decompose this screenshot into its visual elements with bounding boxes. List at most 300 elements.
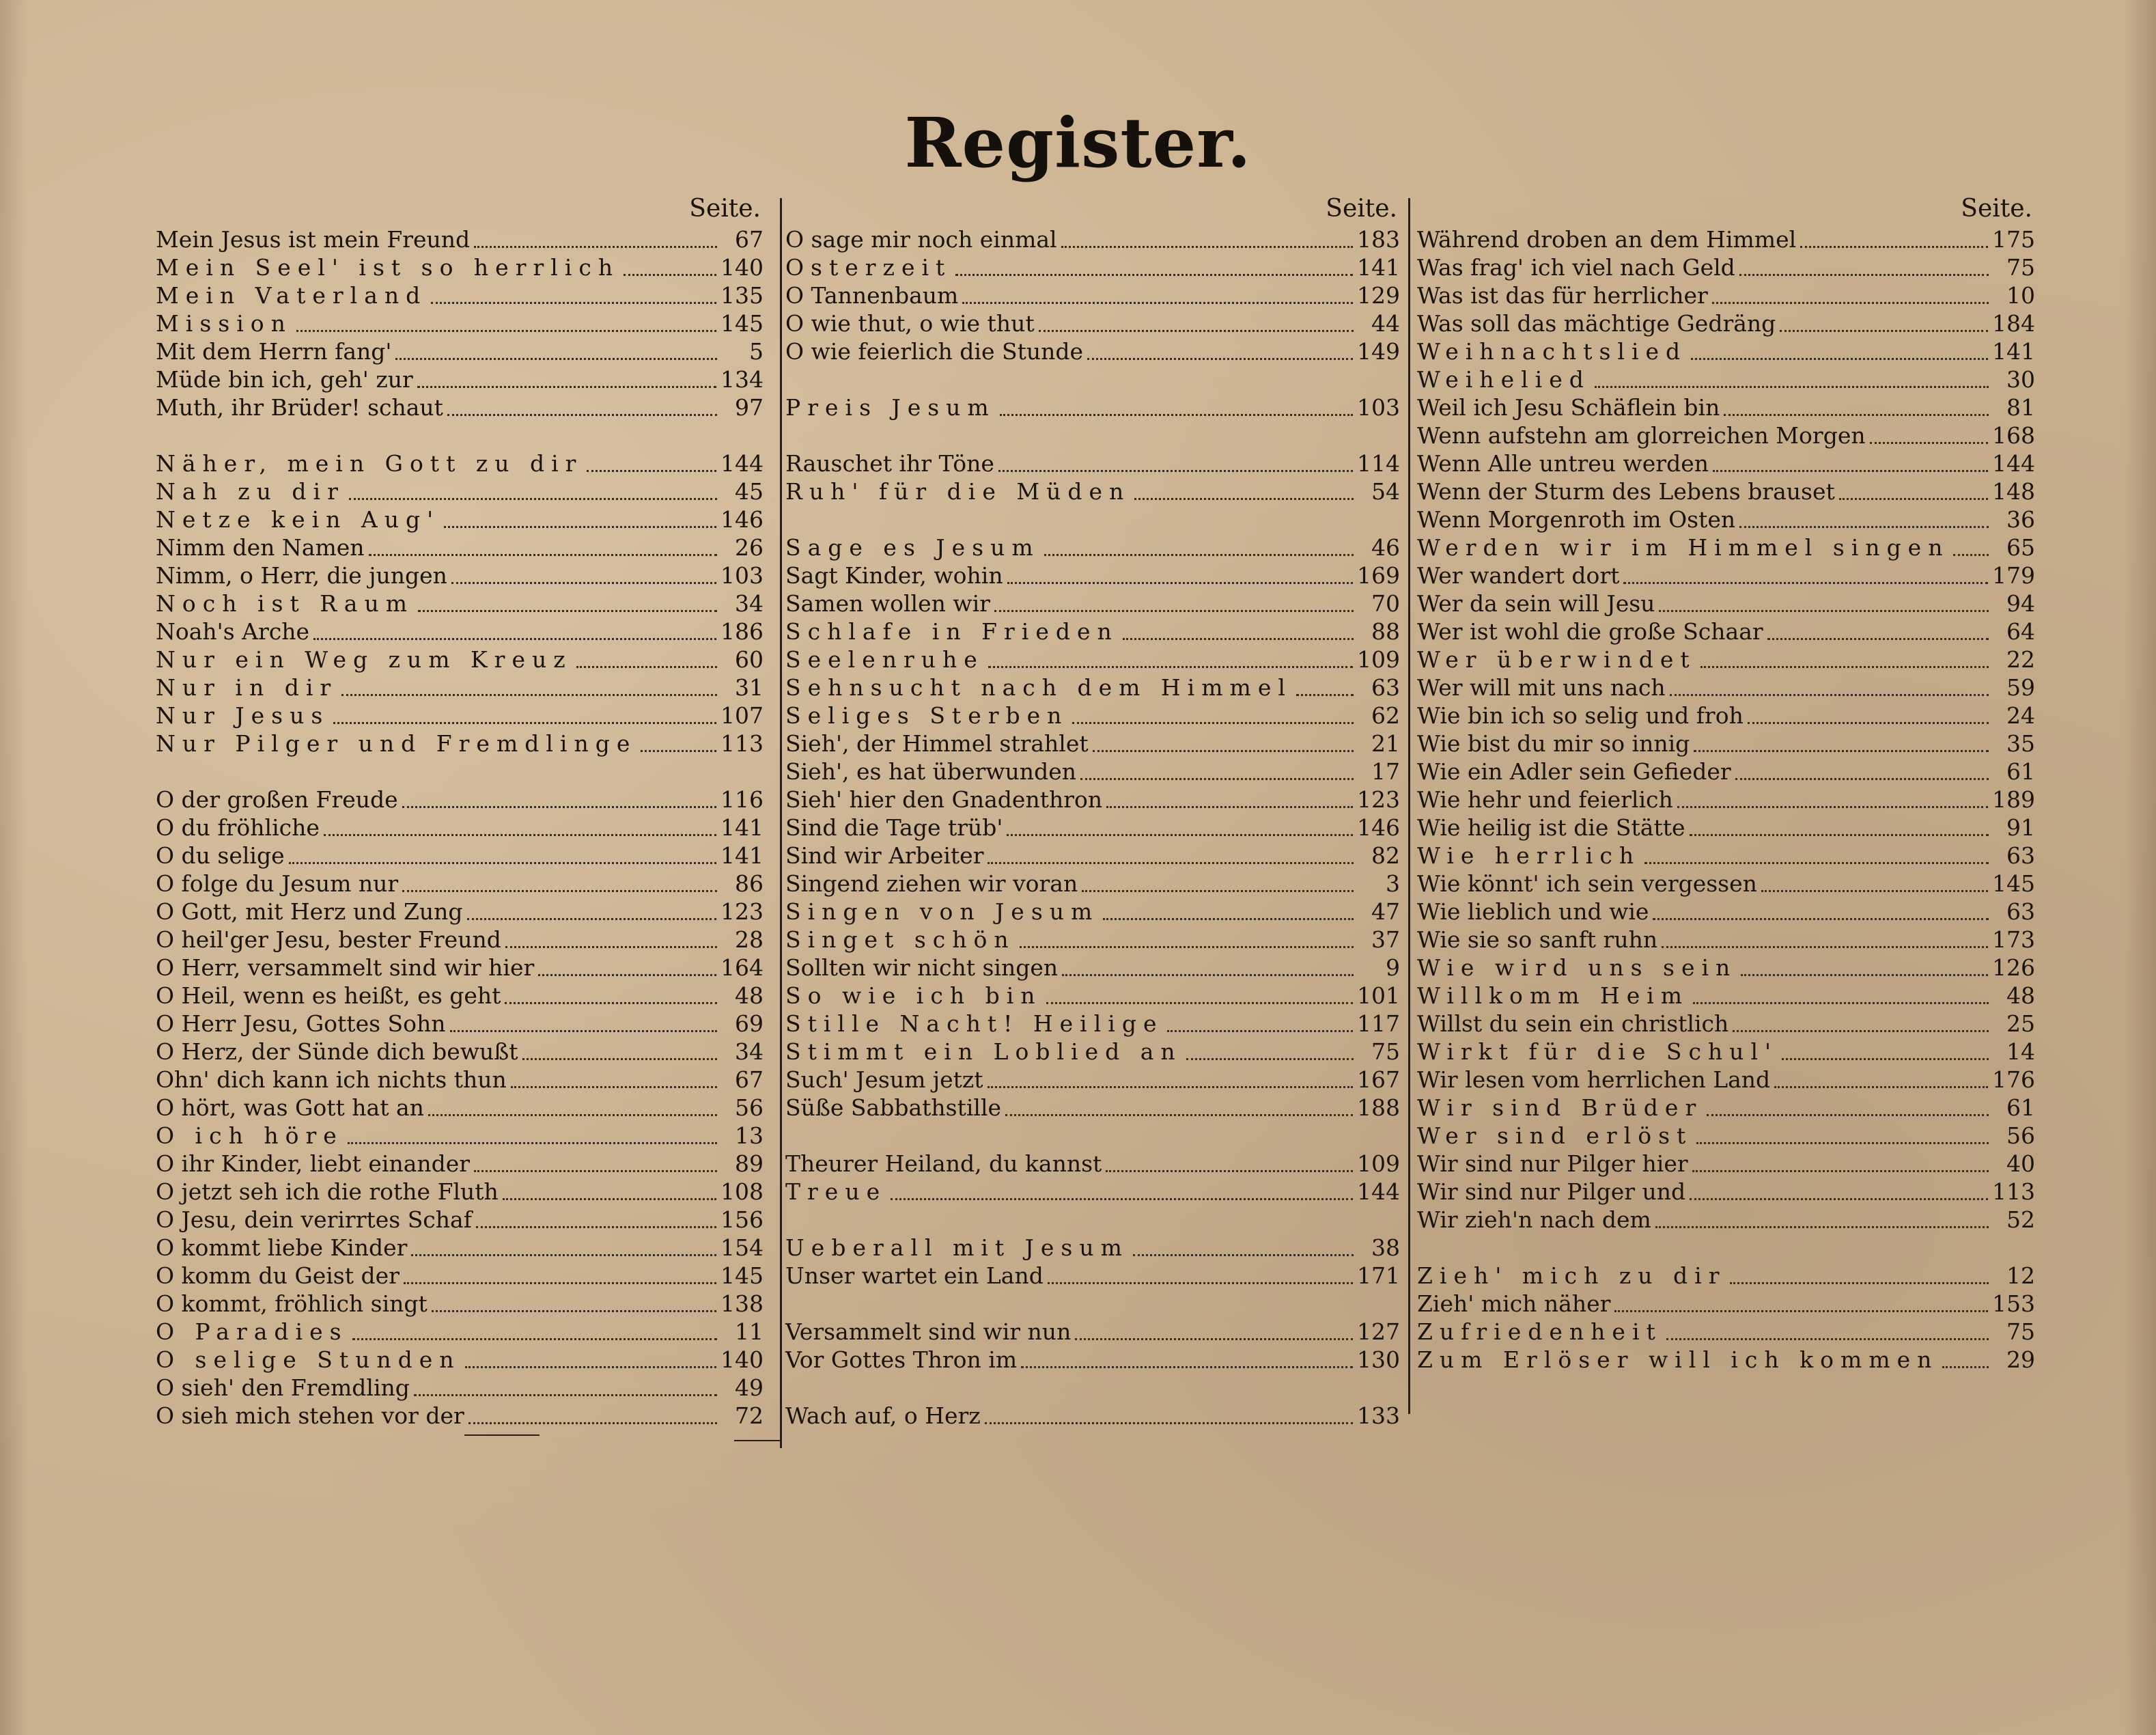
entry-page-number: 145	[720, 310, 764, 337]
entry-title: Wer überwindet	[1417, 646, 1696, 673]
dot-leader	[349, 483, 717, 500]
index-entry	[156, 589, 764, 617]
entry-title: O Herr Jesu, Gottes Sohn	[156, 1010, 446, 1037]
dot-leader	[1735, 763, 1989, 780]
index-entry	[1417, 1318, 2035, 1346]
dot-leader	[1005, 1099, 1353, 1116]
entry-title: Ruh' für die Müden	[785, 478, 1131, 505]
entry-page-number: 56	[2006, 1122, 2035, 1149]
index-entry	[1417, 533, 2035, 561]
index-entry	[785, 1150, 1400, 1178]
entry-title: O wie thut, o wie thut	[785, 310, 1035, 337]
entry-page-number: 138	[720, 1290, 764, 1317]
index-entry	[156, 730, 764, 758]
index-entry	[785, 1234, 1400, 1262]
entry-page-number: 117	[1357, 1010, 1400, 1037]
dot-leader	[1761, 875, 1988, 892]
index-entry	[1417, 449, 2035, 477]
entry-title: O jetzt seh ich die rothe Fluth	[156, 1178, 499, 1205]
entry-page-number: 148	[1992, 478, 2035, 505]
entry-page-number: 26	[735, 534, 764, 561]
index-entry	[785, 674, 1400, 702]
dot-leader	[1782, 1043, 1989, 1060]
dot-leader	[333, 707, 716, 724]
entry-title: Mit dem Herrn fang'	[156, 338, 392, 365]
entry-page-number: 153	[1992, 1290, 2035, 1317]
entry-page-number: 154	[720, 1234, 764, 1261]
dot-leader	[369, 539, 717, 556]
entry-title: Seelenruhe	[785, 646, 984, 673]
entry-title: O sage mir noch einmal	[785, 226, 1057, 253]
dot-leader	[1700, 651, 1989, 668]
dot-leader	[348, 1127, 717, 1144]
index-entry	[156, 674, 764, 702]
entry-title: Sieh', es hat überwunden	[785, 758, 1076, 785]
dot-leader	[1296, 679, 1354, 696]
entry-title: So wie ich bin	[785, 982, 1042, 1009]
dot-leader	[341, 679, 717, 696]
entry-page-number: 175	[1992, 226, 2035, 253]
entry-title: Nimm den Namen	[156, 534, 365, 561]
index-entry	[1417, 814, 2035, 842]
entry-page-number: 123	[720, 898, 764, 925]
index-column-2	[785, 193, 1400, 1430]
dot-leader	[1662, 931, 1988, 948]
entry-title: Osterzeit	[785, 254, 952, 281]
entry-title: Wenn der Sturm des Lebens brauset	[1417, 478, 1835, 505]
dot-leader	[1186, 1043, 1354, 1060]
index-entry	[785, 393, 1400, 421]
index-entry	[156, 870, 764, 898]
entry-title: Weihelied	[1417, 366, 1591, 393]
entry-page-number: 61	[2006, 1094, 2035, 1121]
entry-page-number: 70	[1371, 590, 1400, 617]
dot-leader	[451, 567, 716, 584]
dot-leader	[1007, 819, 1353, 836]
index-entry	[785, 533, 1400, 561]
index-entry	[785, 898, 1400, 926]
entry-title: Wenn aufstehn am glorreichen Morgen	[1417, 422, 1866, 449]
index-entry	[156, 533, 764, 561]
dot-leader	[1953, 539, 1989, 556]
index-entry	[785, 786, 1400, 814]
entry-page-number: 127	[1357, 1318, 1400, 1345]
dot-leader	[1106, 1155, 1353, 1172]
entry-title: O heil'ger Jesu, bester Freund	[156, 926, 501, 953]
entry-title: O selige Stunden	[156, 1346, 461, 1373]
entry-title: Treue	[785, 1178, 887, 1205]
index-entry	[1417, 617, 2035, 646]
entry-title: Nur Jesus	[156, 702, 330, 729]
entry-page-number: 116	[720, 786, 764, 813]
index-entry	[156, 561, 764, 589]
entry-page-number: 186	[720, 618, 764, 645]
index-entry	[785, 281, 1400, 309]
entry-page-number: 176	[1992, 1066, 2035, 1093]
entry-title: Sagt Kinder, wohin	[785, 562, 1003, 589]
index-entry	[156, 646, 764, 674]
dot-leader	[468, 1407, 717, 1424]
entry-title: O kommt liebe Kinder	[156, 1234, 408, 1261]
index-entry	[785, 449, 1400, 477]
entry-title: Was frag' ich viel nach Geld	[1417, 254, 1735, 281]
index-entry	[1417, 1178, 2035, 1206]
entry-page-number: 173	[1992, 926, 2035, 953]
dot-leader	[1167, 1015, 1353, 1032]
entry-page-number: 82	[1371, 842, 1400, 869]
entry-page-number: 156	[720, 1206, 764, 1233]
entry-page-number: 10	[2006, 282, 2035, 309]
entry-page-number: 36	[2006, 506, 2035, 533]
dot-leader	[1039, 315, 1354, 332]
entry-page-number: 75	[1371, 1038, 1400, 1065]
dot-leader	[402, 875, 717, 892]
dot-leader	[1653, 903, 1989, 920]
index-entry	[156, 1206, 764, 1234]
entry-page-number: 141	[720, 842, 764, 869]
entry-page-number: 14	[2006, 1038, 2035, 1065]
dot-leader	[1696, 1127, 1989, 1144]
dot-leader	[411, 1239, 716, 1256]
entry-title: O Herr, versammelt sind wir hier	[156, 954, 535, 981]
index-entry	[156, 1262, 764, 1290]
entry-title: Während droben an dem Himmel	[1417, 226, 1797, 253]
index-entry	[156, 1290, 764, 1318]
dot-leader	[1839, 483, 1988, 500]
dot-leader	[418, 595, 717, 612]
dot-leader	[1733, 1015, 1989, 1032]
dot-leader	[1021, 1351, 1353, 1368]
section-gap	[1417, 1234, 2035, 1262]
entry-title: Müde bin ich, geh' zur	[156, 366, 413, 393]
index-entry	[156, 281, 764, 309]
entry-title: Nur Pilger und Fremdlinge	[156, 730, 637, 757]
entry-page-number: 52	[2006, 1206, 2035, 1233]
entry-title: Wie lieblich und wie	[1417, 898, 1649, 925]
entry-title: O Heil, wenn es heißt, es geht	[156, 982, 501, 1009]
entry-page-number: 63	[1371, 674, 1400, 701]
entry-page-number: 40	[2006, 1150, 2035, 1177]
dot-leader	[1075, 1323, 1353, 1340]
index-entry	[156, 786, 764, 814]
entry-page-number: 179	[1992, 562, 2035, 589]
dot-leader	[474, 231, 717, 248]
entry-title: Wie könnt' ich sein vergessen	[1417, 870, 1757, 897]
entry-title: Willkomm Heim	[1417, 982, 1690, 1009]
index-entry	[1417, 393, 2035, 421]
entry-page-number: 144	[1357, 1178, 1400, 1205]
index-entry	[156, 225, 764, 253]
index-entry	[785, 842, 1400, 870]
dot-leader	[414, 1379, 717, 1396]
entry-page-number: 97	[735, 394, 764, 421]
dot-leader	[641, 735, 716, 752]
entry-page-number: 38	[1371, 1234, 1400, 1261]
index-entry	[156, 365, 764, 393]
dot-leader	[1000, 399, 1353, 416]
entry-title: Noch ist Raum	[156, 590, 415, 617]
dot-leader	[431, 287, 716, 304]
dot-leader	[962, 287, 1353, 304]
column-header-seite: Seite.	[1326, 195, 1397, 223]
index-entry	[1417, 646, 2035, 674]
dot-leader	[1942, 1351, 1989, 1368]
index-entry	[785, 758, 1400, 786]
index-entry	[156, 1346, 764, 1374]
entry-page-number: 144	[1992, 450, 2035, 477]
column-divider-2	[1408, 198, 1410, 1414]
dot-leader	[296, 315, 716, 332]
entry-page-number: 30	[2006, 366, 2035, 393]
index-entry	[156, 1318, 764, 1346]
entry-title: O ich höre	[156, 1122, 344, 1149]
section-gap	[156, 421, 764, 449]
entry-page-number: 103	[720, 562, 764, 589]
index-entry	[156, 1038, 764, 1066]
dot-leader	[624, 259, 716, 276]
entry-title: Süße Sabbathstille	[785, 1094, 1002, 1121]
entry-title: Sieh', der Himmel strahlet	[785, 730, 1089, 757]
dot-leader	[1123, 623, 1354, 640]
entry-page-number: 45	[735, 478, 764, 505]
index-entry	[1417, 1122, 2035, 1150]
entry-page-number: 64	[2006, 618, 2035, 645]
section-gap	[785, 1374, 1400, 1402]
entry-title: O komm du Geist der	[156, 1262, 400, 1289]
index-entry	[1417, 870, 2035, 898]
entry-title: Seliges Sterben	[785, 702, 1069, 729]
entry-page-number: 189	[1992, 786, 2035, 813]
entry-page-number: 141	[720, 814, 764, 841]
dot-leader	[988, 847, 1354, 864]
entry-page-number: 47	[1371, 898, 1400, 925]
section-gap	[785, 1206, 1400, 1234]
entry-title: Wer da sein will Jesu	[1417, 590, 1655, 617]
dot-leader	[1690, 819, 1989, 836]
entry-page-number: 167	[1357, 1066, 1400, 1093]
entry-title: Vor Gottes Thron im	[785, 1346, 1018, 1373]
entry-page-number: 141	[1992, 338, 2035, 365]
entry-title: Singet schön	[785, 926, 1016, 953]
dot-leader	[474, 1155, 717, 1172]
entry-title: Wenn Morgenroth im Osten	[1417, 506, 1736, 533]
entry-page-number: 146	[1357, 814, 1400, 841]
index-entry	[785, 702, 1400, 730]
entry-page-number: 61	[2006, 758, 2035, 785]
end-rule	[464, 1434, 540, 1436]
entry-list	[1417, 225, 2035, 1374]
entry-page-number: 81	[2006, 394, 2035, 421]
dot-leader	[1007, 567, 1353, 584]
section-gap	[785, 1290, 1400, 1318]
index-entry	[785, 1094, 1400, 1122]
entry-page-number: 48	[2006, 982, 2035, 1009]
index-entry	[156, 309, 764, 337]
index-entry	[785, 589, 1400, 617]
entry-title: O Gott, mit Herz und Zung	[156, 898, 463, 925]
dot-leader	[1061, 231, 1353, 248]
entry-page-number: 133	[1357, 1402, 1400, 1429]
entry-page-number: 101	[1357, 982, 1400, 1009]
dot-leader	[1780, 315, 1988, 332]
index-entry	[1417, 1066, 2035, 1094]
dot-leader	[1106, 791, 1353, 808]
entry-title: Wie heilig ist die Stätte	[1417, 814, 1685, 841]
entry-title: Such' Jesum jetzt	[785, 1066, 983, 1093]
index-entry	[785, 1010, 1400, 1038]
entry-page-number: 107	[720, 702, 764, 729]
entry-page-number: 168	[1992, 422, 2035, 449]
column-divider-1	[780, 198, 782, 1448]
dot-leader	[1741, 959, 1988, 976]
dot-leader	[1080, 763, 1354, 780]
dot-leader	[324, 819, 716, 836]
index-entry	[1417, 702, 2035, 730]
section-gap	[785, 365, 1400, 393]
dot-leader	[994, 595, 1354, 612]
entry-title: Ueberall mit Jesum	[785, 1234, 1129, 1261]
column-header-seite: Seite.	[1961, 195, 2032, 223]
dot-leader	[1044, 539, 1354, 556]
entry-title: Wer will mit uns nach	[1417, 674, 1666, 701]
index-entry	[156, 1150, 764, 1178]
dot-leader	[1093, 735, 1354, 752]
index-entry	[1417, 505, 2035, 533]
entry-page-number: 13	[735, 1122, 764, 1149]
dot-leader	[998, 455, 1353, 472]
entry-title: Wach auf, o Herz	[785, 1402, 981, 1429]
dot-leader	[988, 651, 1353, 668]
index-entry	[156, 1094, 764, 1122]
entry-title: Mission	[156, 310, 292, 337]
index-entry	[1417, 365, 2035, 393]
index-entry	[156, 1122, 764, 1150]
entry-page-number: 109	[1357, 646, 1400, 673]
entry-page-number: 44	[1371, 310, 1400, 337]
entry-title: Wie herrlich	[1417, 842, 1641, 869]
entry-page-number: 69	[735, 1010, 764, 1037]
entry-page-number: 54	[1371, 478, 1400, 505]
index-entry	[156, 954, 764, 982]
dot-leader	[1707, 1099, 1989, 1116]
dot-leader	[417, 371, 716, 388]
index-entry	[785, 1318, 1400, 1346]
entry-title: Nah zu dir	[156, 478, 345, 505]
dot-leader	[428, 1099, 717, 1116]
index-entry	[1417, 1290, 2035, 1318]
dot-leader	[1670, 679, 1989, 696]
entry-title: Nur ein Weg zum Kreuz	[156, 646, 572, 673]
index-entry	[785, 253, 1400, 281]
entry-page-number: 114	[1357, 450, 1400, 477]
entry-title: Wir sind nur Pilger hier	[1417, 1150, 1688, 1177]
entry-title: Was ist das für herrlicher	[1417, 282, 1708, 309]
entry-page-number: 9	[1386, 954, 1400, 981]
index-entry	[785, 561, 1400, 589]
entry-title: Versammelt sind wir nun	[785, 1318, 1072, 1345]
end-rule	[734, 1440, 782, 1441]
entry-title: Stille Nacht! Heilige	[785, 1010, 1164, 1037]
entry-page-number: 62	[1371, 702, 1400, 729]
entry-page-number: 34	[735, 1038, 764, 1065]
dot-leader	[1623, 567, 1988, 584]
entry-title: O sieh mich stehen vor der	[156, 1402, 464, 1429]
index-entry	[785, 870, 1400, 898]
entry-page-number: 129	[1357, 282, 1400, 309]
entry-title: Schlafe in Frieden	[785, 618, 1119, 645]
dot-leader	[985, 1407, 1353, 1424]
index-entry	[156, 1010, 764, 1038]
index-entry	[156, 253, 764, 281]
index-entry	[1417, 561, 2035, 589]
dot-leader	[465, 1351, 716, 1368]
entry-page-number: 17	[1371, 758, 1400, 785]
dot-leader	[476, 1211, 716, 1228]
dot-leader	[1739, 511, 1989, 528]
dot-leader	[1103, 903, 1354, 920]
dot-leader	[1739, 259, 1989, 276]
index-entry	[785, 814, 1400, 842]
dot-leader	[289, 847, 716, 864]
dot-leader	[1767, 623, 1989, 640]
dot-leader	[1644, 847, 1989, 864]
index-entry	[1417, 842, 2035, 870]
entry-title: Zufriedenheit	[1417, 1318, 1662, 1345]
dot-leader	[1614, 1295, 1988, 1312]
dot-leader	[955, 259, 1353, 276]
entry-title: O kommt, fröhlich singt	[156, 1290, 428, 1317]
entry-title: Muth, ihr Brüder! schaut	[156, 394, 443, 421]
entry-page-number: 5	[749, 338, 764, 365]
entry-page-number: 3	[1386, 870, 1400, 897]
entry-title: O du fröhliche	[156, 814, 320, 841]
entry-title: Singend ziehen wir voran	[785, 870, 1078, 897]
entry-title: Nur in dir	[156, 674, 338, 701]
entry-title: Wir sind nur Pilger und	[1417, 1178, 1686, 1205]
entry-title: Wie ein Adler sein Gefieder	[1417, 758, 1731, 785]
entry-page-number: 88	[1371, 618, 1400, 645]
dot-leader	[444, 511, 716, 528]
entry-title: Nimm, o Herr, die jungen	[156, 562, 447, 589]
index-entry	[156, 1066, 764, 1094]
index-entry	[785, 477, 1400, 505]
index-entry	[156, 898, 764, 926]
entry-title: Mein Vaterland	[156, 282, 428, 309]
index-entry	[785, 309, 1400, 337]
entry-page-number: 63	[2006, 898, 2035, 925]
entry-page-number: 31	[735, 674, 764, 701]
entry-page-number: 144	[720, 450, 764, 477]
dot-leader	[1694, 735, 1989, 752]
entry-page-number: 169	[1357, 562, 1400, 589]
entry-page-number: 145	[720, 1262, 764, 1289]
index-entry	[785, 337, 1400, 365]
entry-page-number: 146	[720, 506, 764, 533]
entry-page-number: 75	[2006, 1318, 2035, 1345]
section-gap	[785, 505, 1400, 533]
index-entry	[156, 842, 764, 870]
entry-title: Sieh' hier den Gnadenthron	[785, 786, 1103, 813]
entry-page-number: 141	[1357, 254, 1400, 281]
entry-title: Singen von Jesum	[785, 898, 1100, 925]
dot-leader	[447, 399, 717, 416]
dot-leader	[1020, 931, 1354, 948]
dot-leader	[1774, 1071, 1988, 1088]
entry-page-number: 48	[735, 982, 764, 1009]
dot-leader	[1134, 483, 1354, 500]
index-entry	[785, 1346, 1400, 1374]
index-entry	[1417, 758, 2035, 786]
